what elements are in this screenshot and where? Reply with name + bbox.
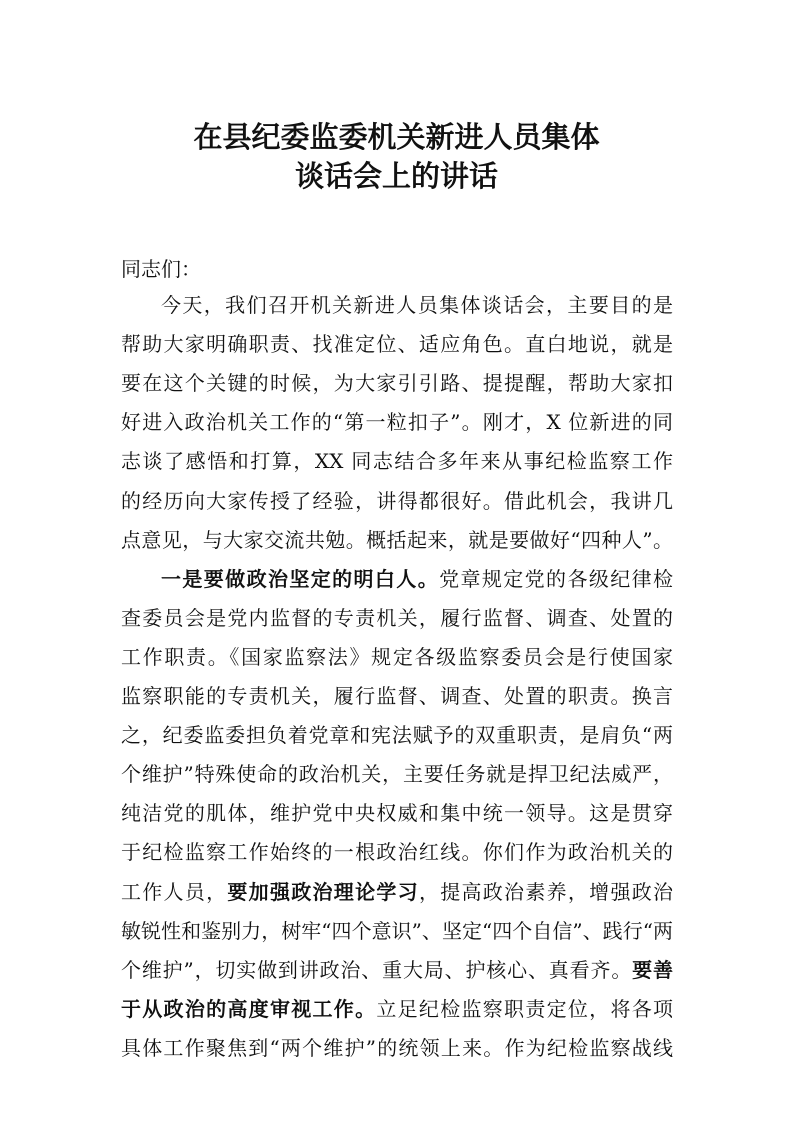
paragraph-line: [121, 834, 673, 870]
text-segment: 之，纪委监委担负着党章和宪法赋予的双重职责，是肩负“两: [121, 723, 673, 748]
paragraph-line: [161, 287, 673, 323]
salutation: 同志们：: [121, 257, 201, 281]
text-segment: 的经历向大家传授了经验，讲得都很好。借此机会，我讲几: [121, 488, 673, 513]
text-segment: 工作人员，: [121, 879, 228, 904]
paragraph-line: [121, 365, 673, 401]
paragraph-line: [121, 874, 673, 910]
text-segment: ，提高政治素养，增强政治: [418, 879, 673, 904]
paragraph-line: [121, 522, 673, 558]
text-segment: 好进入政治机关工作的“第一粒扣子”。刚才，X 位新进的同: [121, 410, 673, 435]
bold-text-segment: 于从政治的高度审视工作。: [121, 996, 377, 1021]
text-segment: 志谈了感悟和打算，XX 同志结合多年来从事纪检监察工作: [121, 449, 673, 474]
text-segment: 今天，我们召开机关新进人员集体谈话会，主要目的是: [161, 293, 673, 317]
paragraph-line: [121, 795, 673, 831]
text-segment: 工作职责。《国家监察法》规定各级监察委员会是行使国家: [121, 644, 673, 669]
paragraph-line: [121, 600, 673, 636]
paragraph-line: [121, 913, 673, 949]
text-segment: 要在这个关键的时候，为大家引引路、提提醒，帮助大家扣: [121, 371, 673, 396]
bold-text-segment: 一是要做政治坚定的明白人。: [161, 566, 440, 591]
paragraph-line: [121, 952, 673, 988]
paragraph-line: [121, 639, 673, 675]
text-segment: 点意见，与大家交流共勉。概括起来，就是要做好“四种人”。: [121, 527, 673, 552]
paragraph-line: [121, 717, 673, 753]
document-title-line-2: 谈话会上的讲话: [294, 159, 498, 193]
text-segment: 纯洁党的肌体，维护党中央权威和集中统一领导。这是贯穿: [121, 801, 673, 826]
text-segment: 于纪检监察工作始终的一根政治红线。你们作为政治机关的: [121, 840, 673, 865]
paragraph-line: [121, 326, 673, 362]
text-segment: 党章规定党的各级纪律检: [439, 566, 673, 591]
paragraph-line: [121, 756, 673, 792]
text-segment: 立足纪检监察职责定位，将各项: [376, 996, 673, 1021]
text-segment: 个维护”，切实做到讲政治、重大局、护核心、真看齐。: [121, 957, 633, 982]
paragraph-line: [121, 678, 673, 714]
text-segment: 帮助大家明确职责、找准定位、适应角色。直白地说，就是: [121, 332, 673, 357]
document-title-line-1: 在县纪委监委机关新进人员集体: [193, 120, 600, 154]
bold-text-segment: 要加强政治理论学习: [227, 879, 419, 904]
text-segment: 监察职能的专责机关，履行监督、调查、处置的职责。换言: [121, 684, 673, 708]
paragraph-line: [161, 561, 673, 597]
text-segment: 敏锐性和鉴别力，树牢“四个意识”、坚定“四个自信”、践行“两: [121, 918, 673, 943]
text-segment: 查委员会是党内监督的专责机关，履行监督、调查、处置的: [121, 605, 673, 630]
text-segment: 个维护”特殊使命的政治机关，主要任务就是捍卫纪法威严，: [121, 762, 673, 787]
paragraph-line: [121, 483, 673, 519]
bold-text-segment: 要善: [632, 957, 673, 982]
text-segment: 具体工作聚焦到“两个维护”的统领上来。作为纪检监察战线: [121, 1035, 673, 1060]
paragraph-line: [121, 1030, 673, 1066]
paragraph-line: [121, 443, 673, 479]
paragraph-line: [121, 404, 673, 440]
paragraph-line: [121, 991, 673, 1027]
